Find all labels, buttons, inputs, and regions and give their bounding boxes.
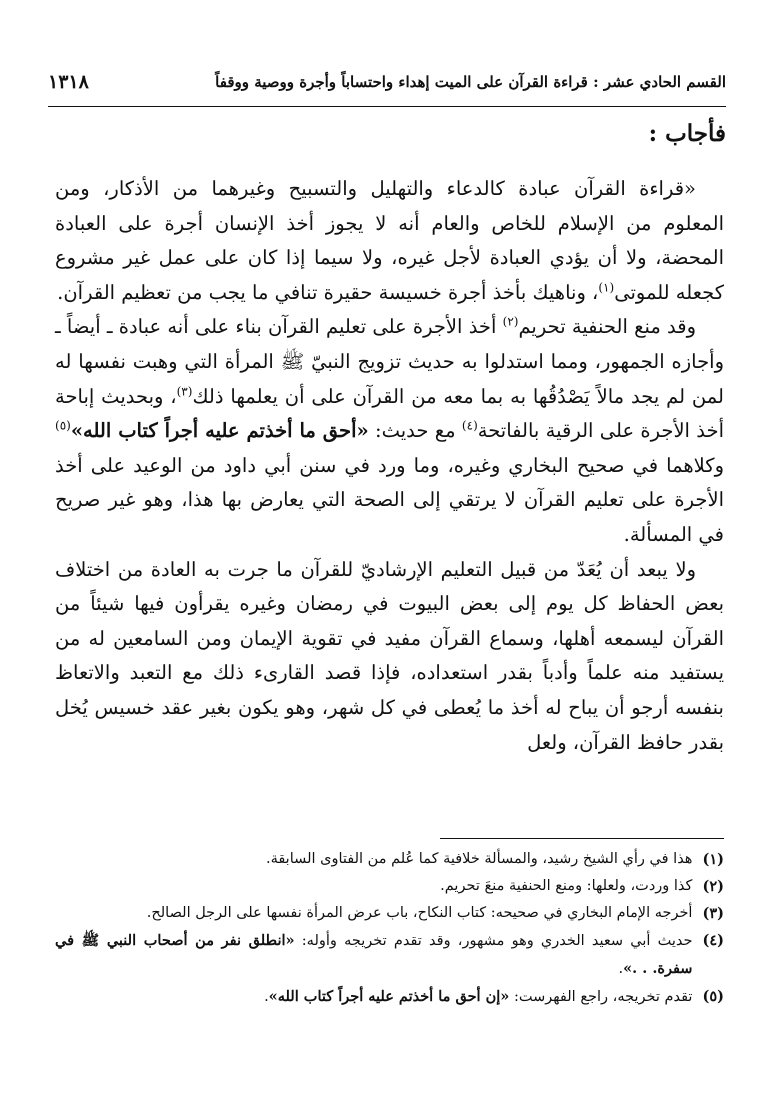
footnote-mark-4[interactable]: (٤)	[461, 418, 478, 433]
footnote-1	[55, 846, 724, 873]
running-header	[48, 62, 726, 102]
footnote-2	[55, 873, 724, 900]
paragraph-2	[55, 310, 724, 552]
footnote-mark-1[interactable]: (١)	[598, 280, 615, 295]
paragraph-2-text-c: ، وبحديث إباحة أخذ الأجرة على الرقية بالفاتحة	[55, 384, 725, 443]
paragraph-2-text-d: مع حديث:	[368, 419, 462, 443]
footnote-number: (٢)	[702, 878, 724, 895]
footnote-hadith-quote: «إن أحق ما أخذتم عليه أجراً كتاب الله»	[268, 988, 510, 1005]
footnote-number: (٤)	[702, 932, 724, 949]
footnote-4	[55, 927, 724, 983]
footnote-number: (٣)	[702, 905, 724, 922]
footnote-5	[55, 983, 724, 1011]
footnote-mark-5[interactable]: (٥)	[55, 418, 71, 433]
footnote-text: هذا في رأي الشيخ رشيد، والمسألة خلافية كما عُلم من الفتاوى السابقة.	[265, 851, 693, 867]
header-rule	[48, 106, 726, 107]
footnote-number: (٥)	[702, 988, 724, 1005]
footnote-text	[55, 983, 692, 1011]
footnote-text: كذا وردت، ولعلها: ومنع الحنفية منعَ تحريم.	[440, 878, 693, 894]
paragraph-2-text-a: وقد منع الحنفية تحريم	[518, 315, 696, 339]
paragraph-1-text: «قراءة القرآن عبادة كالدعاء والتهليل والتسبيح وغيرهما من الأذكار، ومن المعلوم من الإسلام للخاص والعام أنه لا يجوز أخذ الإنسان أجرة على العبادة المحضة، ولا أن يؤدي العبادة لأجل غيره، ولا سيما إذا كان على عمل غير مشروع كجعله للموتى	[55, 177, 724, 304]
page-number: ١٣١٨	[48, 71, 89, 93]
footnote-text: أخرجه الإمام البخاري في صحيحه: كتاب النكاح، باب عرض المرأة نفسها على الرجل الصالح.	[146, 905, 693, 921]
section-heading: فأجاب :	[648, 120, 726, 147]
body-text	[55, 172, 724, 760]
footnote-mark-2[interactable]: (٢)	[502, 314, 519, 329]
footnote-text-a: حديث أبي سعيد الخدري وهو مشهور، وقد تقدم تخريجه وأوله:	[294, 933, 693, 949]
footnote-rule	[440, 838, 724, 839]
footnote-text-a: تقدم تخريجه، راجع الفهرست:	[509, 989, 693, 1005]
paragraph-3	[55, 553, 724, 761]
footnote-3	[55, 900, 724, 927]
footnote-text-c: .	[264, 989, 269, 1005]
paragraph-1-text-cont: ، وناهيك بأخذ أجرة خسيسة حقيرة تنافي ما يجب من تعظيم القرآن.	[57, 280, 599, 304]
paragraph-2-text-b: أخذ الأجرة على تعليم القرآن بناء على أنه عبادة ـ أيضاً ـ وأجازه الجمهور، ومما استدلوا به حديث تزويج النبيّ ﷺ المرأة التي وهبت نفسها له لمن لم يجد مالاً يَصْدُقُها به بما معه من القرآن على أن يعلمها ذلك	[55, 315, 724, 408]
paragraph-3-text: ولا يبعد أن يُعَدّ من قبيل التعليم الإرشاديّ للقرآن ما جرت به العادة من اختلاف بعض الحفاظ كل يوم إلى بعض البيوت في رمضان وغيره يقرأون فيها شيئاً من القرآن ليسمعه أهلها، وسماع القرآن مفيد في تقوية الإيمان ومن السامعين له من يستفيد منه علماً وأدباً بقدر استعداده، فإذا قصد القارىء ذلك مع التعبد والاتعاظ بنفسه أرجو أن يباح له أخذ ما يُعطى في كل شهر، وهو يكون بغير عقد خسيس يُخل بقدر حافظ القرآن، ولعل	[55, 557, 724, 754]
footnote-mark-3[interactable]: (٣)	[176, 384, 193, 399]
footnote-text	[55, 927, 692, 983]
hadith-quote: «أحق ما أخذتم عليه أجراً كتاب الله»	[70, 419, 369, 443]
footnote-number: (١)	[702, 851, 724, 868]
footnote-hadith-quote: «انطلق نفر من أصحاب النبي ﷺ في سفرة. . .»	[55, 932, 693, 977]
running-header-title: القسم الحادي عشر : قراءة القرآن على الميت إهداء واحتساباً وأجرة ووصية ووقفاً	[215, 73, 726, 91]
paragraph-2-text-e: وكلاهما في صحيح البخاري وغيره، وما ورد في سنن أبي داود من الوعيد على أخذ الأجرة على تعليم القرآن لا يرتقي إلى الصحة التي يعارض بها هذا، وهو غير صريح في المسألة.	[55, 453, 724, 546]
paragraph-1	[55, 172, 724, 310]
footnotes	[55, 846, 724, 1011]
footnote-text-c: .	[618, 961, 624, 977]
